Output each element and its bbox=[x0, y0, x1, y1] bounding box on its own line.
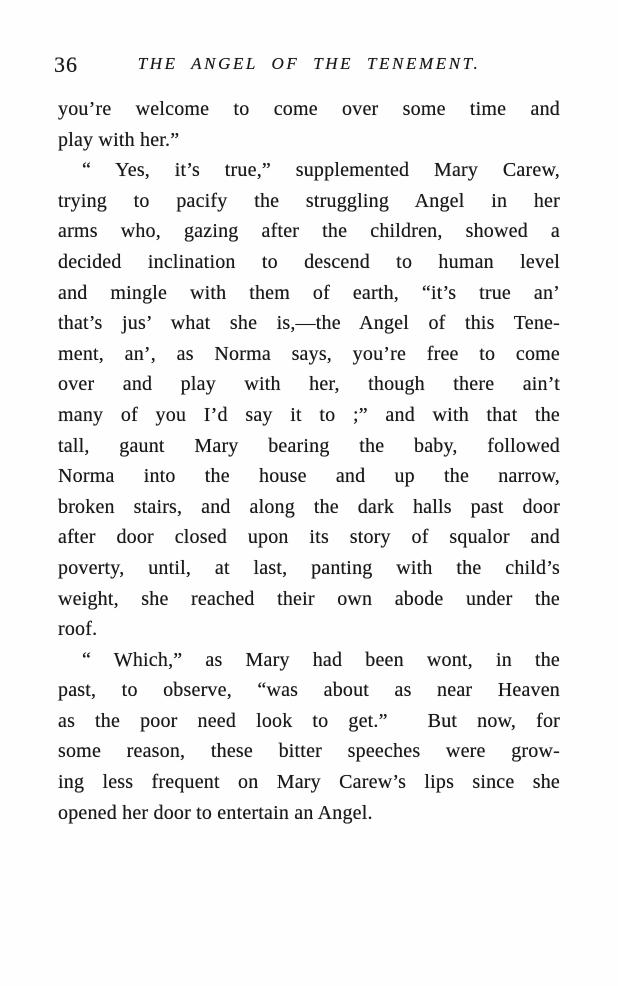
text-line: as the poor need look to get.” But now, for bbox=[58, 709, 560, 732]
running-title: THE ANGEL OF THE TENEMENT. bbox=[137, 54, 481, 73]
text-line: after door closed upon its story of squalor and bbox=[58, 526, 560, 549]
text-line: over and play with her, though there ain’t bbox=[58, 373, 560, 396]
running-header bbox=[54, 50, 560, 82]
text-line: ment, an’, as Norma says, you’re free to come bbox=[58, 342, 560, 365]
text-line: tall, gaunt Mary bearing the baby, followed bbox=[58, 434, 560, 457]
text-line: broken stairs, and along the dark halls past door bbox=[58, 495, 560, 518]
text-line: ing less frequent on Mary Carew’s lips since she bbox=[58, 771, 560, 794]
text-line: trying to pacify the struggling Angel in her bbox=[58, 189, 560, 212]
text-line: many of you I’d say it to ;” and with that the bbox=[58, 403, 560, 426]
text-line: you’re welcome to come over some time and bbox=[58, 98, 560, 120]
text-line: roof. bbox=[58, 618, 98, 641]
text-line: arms who, gazing after the children, showed a bbox=[58, 220, 560, 243]
text-line: weight, she reached their own abode under the bbox=[58, 587, 560, 610]
page-number: 36 bbox=[54, 52, 78, 77]
text-line: past, to observe, “was about as near Heaven bbox=[58, 679, 560, 702]
text-line: poverty, until, at last, panting with the child’s bbox=[58, 556, 560, 579]
text-line: Norma into the house and up the narrow, bbox=[58, 465, 560, 488]
text-line: decided inclination to descend to human level bbox=[58, 250, 560, 273]
text-line: “ Yes, it’s true,” supplemented Mary Carew, bbox=[82, 159, 560, 182]
text-line: and mingle with them of earth, “it’s true an’ bbox=[58, 281, 560, 304]
text-line: that’s jus’ what she is,—the Angel of this Tene- bbox=[58, 312, 560, 335]
text-line: opened her door to entertain an Angel. bbox=[58, 801, 373, 824]
text-line: “ Which,” as Mary had been wont, in the bbox=[82, 648, 560, 671]
body-text bbox=[58, 94, 560, 828]
text-line: play with her.” bbox=[58, 128, 180, 151]
text-line: some reason, these bitter speeches were grow- bbox=[58, 740, 560, 763]
